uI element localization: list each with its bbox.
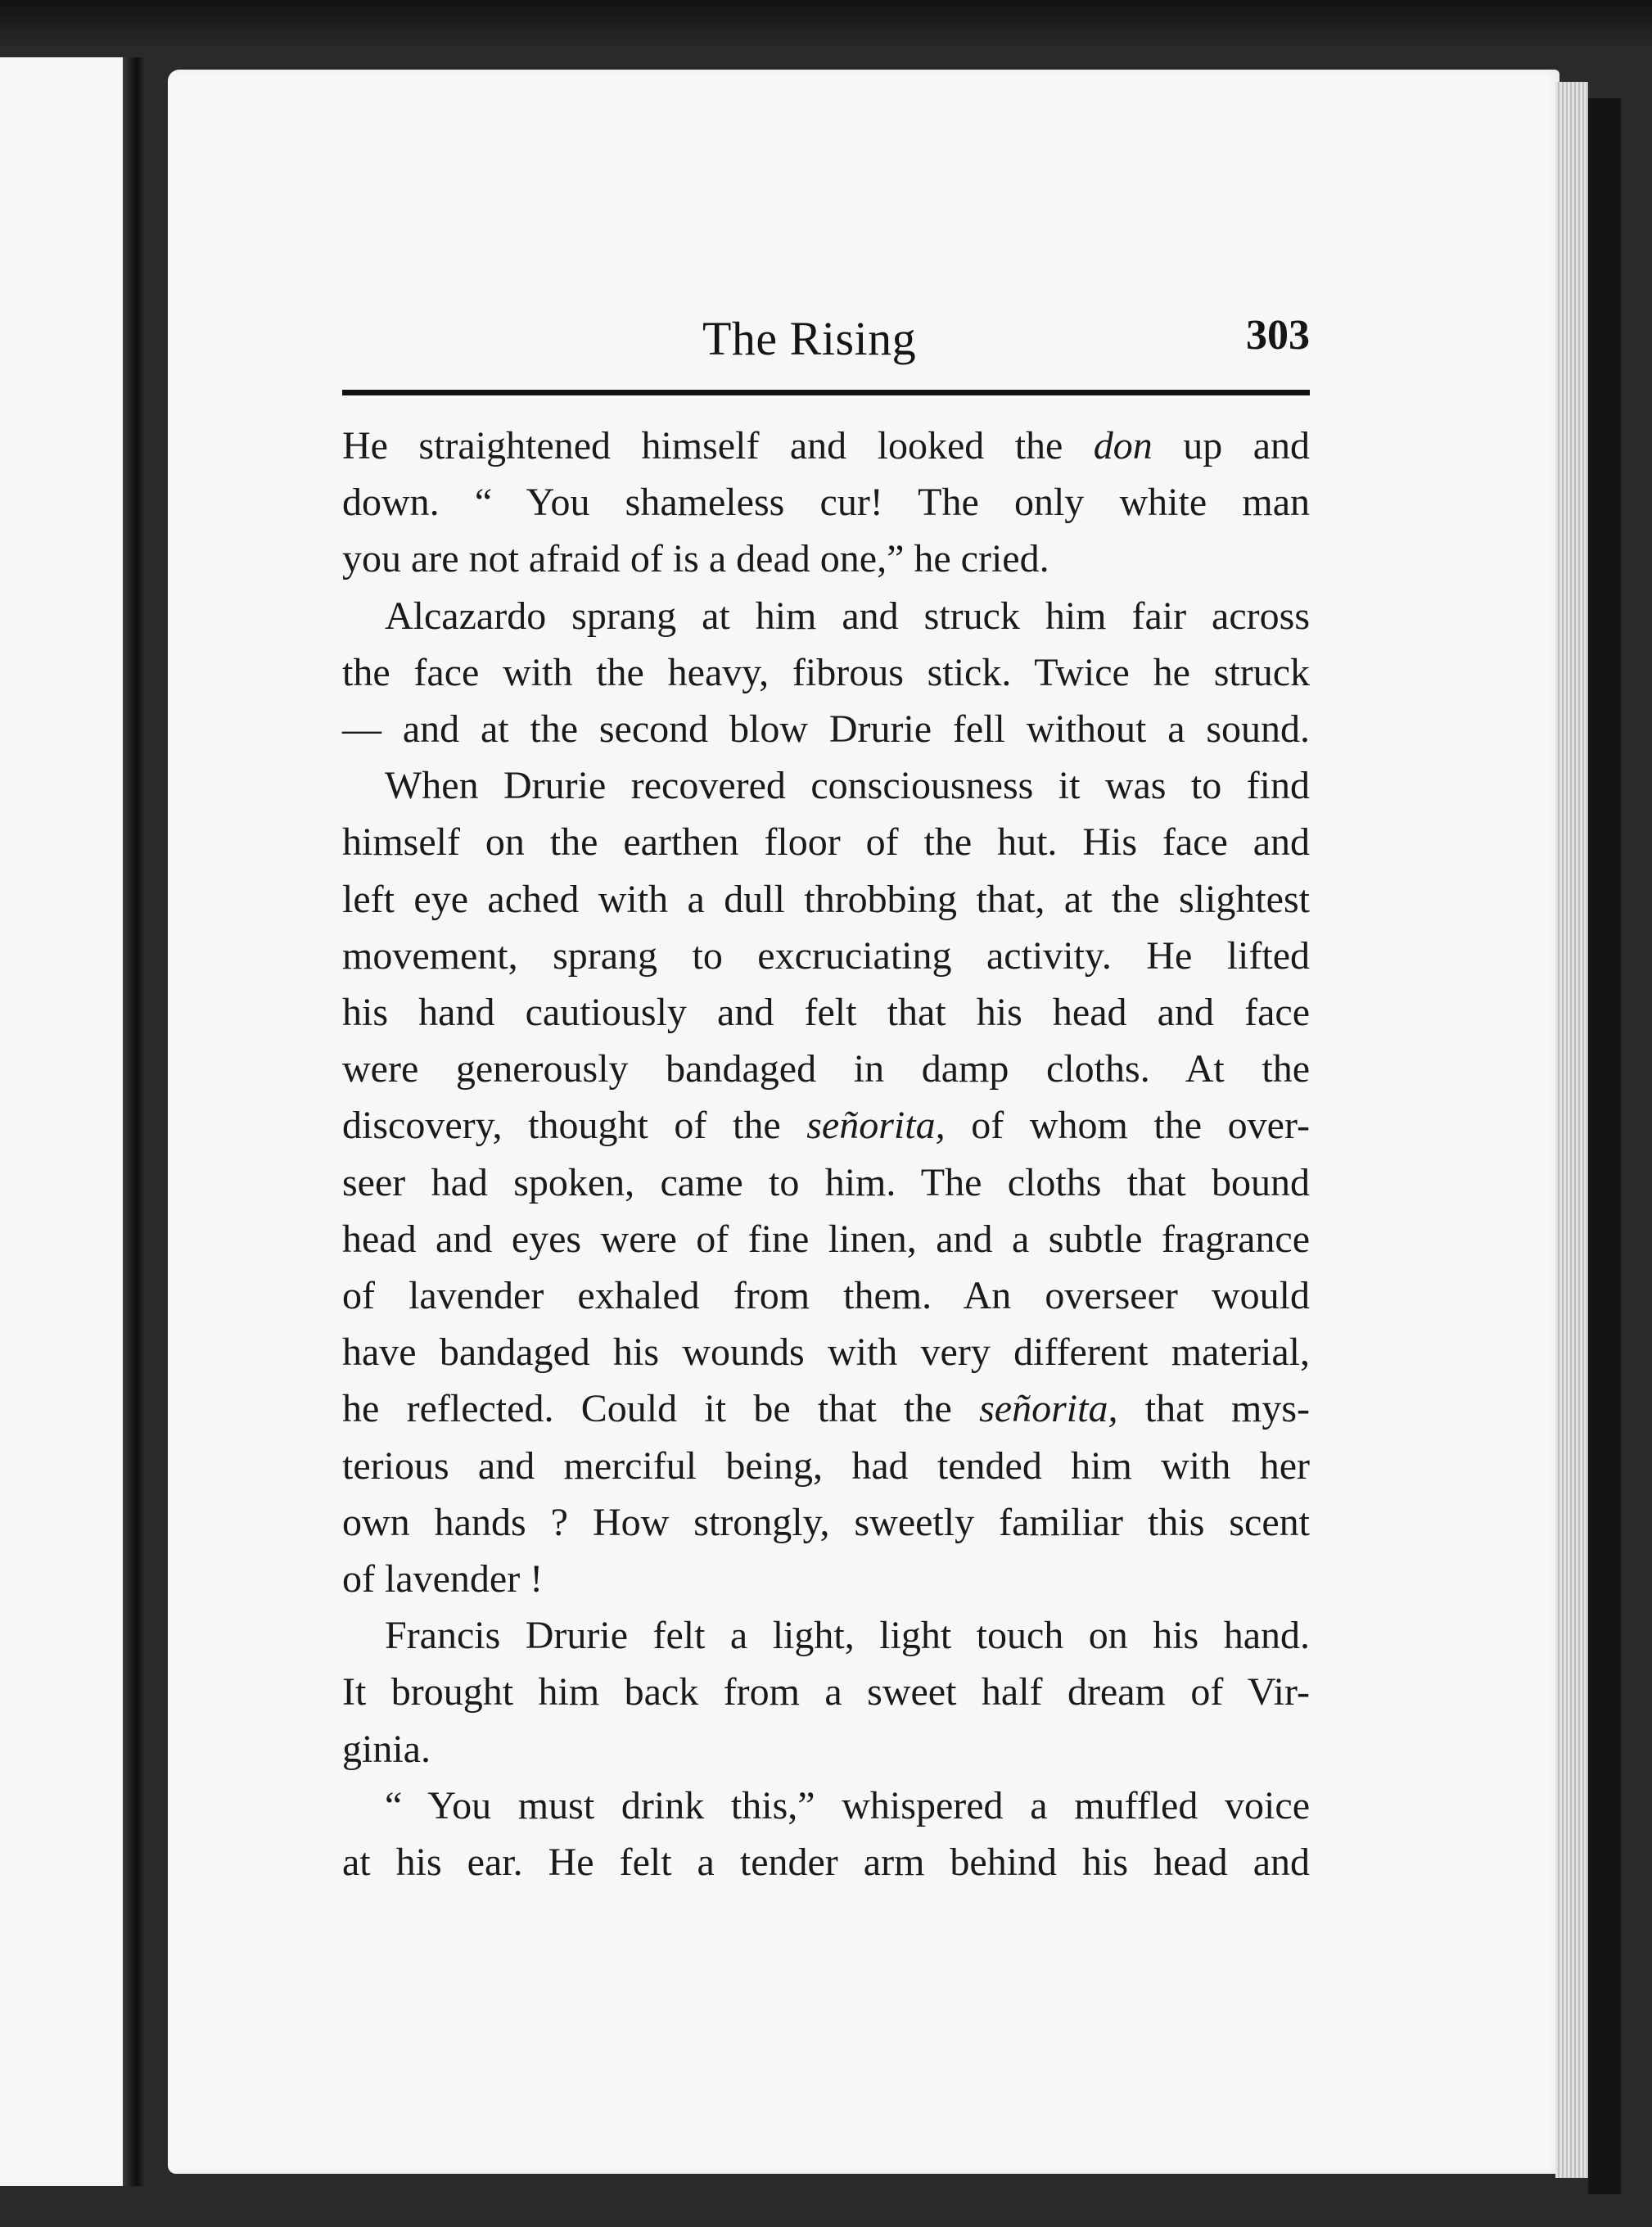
paragraph-3 — [342, 757, 1310, 1607]
paragraph-5 — [342, 1778, 1310, 1890]
text-line: were generously bandaged in damp cloths. At the — [342, 1047, 1310, 1091]
text-line: left eye ached with a dull throbbing that, at the slightest — [342, 877, 1310, 921]
text-line: Francis Drurie felt a light, light touch on his hand. — [385, 1614, 1310, 1658]
paragraph-1 — [342, 418, 1310, 588]
italic-word: don — [1093, 424, 1153, 468]
text-line: of lavender ! — [342, 1557, 544, 1601]
text-line: own hands ? How strongly, sweetly familiar this scent — [342, 1500, 1310, 1544]
book-cover-edge — [1588, 98, 1621, 2194]
body-text — [342, 418, 1310, 1890]
text-line — [342, 1380, 1310, 1437]
running-title: The Rising — [702, 312, 917, 365]
text-line: his hand cautiously and felt that his head and face — [342, 991, 1310, 1035]
text-span: up and — [1152, 424, 1310, 468]
text-line — [342, 418, 1310, 474]
text-line: of lavender exhaled from them. An overseer would — [342, 1274, 1310, 1318]
text-line: himself on the earthen floor of the hut. His face and — [342, 820, 1310, 865]
facing-page-edge — [0, 57, 123, 2186]
text-span: discovery, thought of the — [342, 1104, 807, 1148]
text-line: Alcazardo sprang at him and struck him fair across — [385, 594, 1310, 638]
book-gutter — [123, 57, 146, 2186]
text-line: When Drurie recovered consciousness it was to find — [385, 764, 1310, 808]
text-line: terious and merciful being, had tended him with her — [342, 1443, 1310, 1488]
italic-word: señorita, — [979, 1387, 1118, 1431]
running-header — [342, 311, 1310, 368]
text-line: It brought him back from a sweet half dream of Vir- — [342, 1670, 1310, 1714]
text-line: down. “ You shameless cur! The only white man — [342, 481, 1310, 525]
text-line — [342, 1097, 1310, 1154]
text-line: have bandaged his wounds with very different material, — [342, 1330, 1310, 1375]
text-line: “ You must drink this,” whispered a muffled voice — [385, 1783, 1310, 1827]
text-span: he reflected. Could it be that the — [342, 1387, 980, 1431]
text-line: ginia. — [342, 1727, 431, 1771]
header-rule — [342, 390, 1310, 395]
paragraph-2 — [342, 588, 1310, 758]
text-span: that mys- — [1117, 1387, 1310, 1431]
text-span: of whom the over- — [945, 1104, 1310, 1148]
page-stack-edge — [1555, 82, 1588, 2178]
text-line: you are not afraid of is a dead one,” he cried. — [342, 537, 1049, 581]
paragraph-4 — [342, 1607, 1310, 1778]
text-span: He straightened himself and looked the — [342, 424, 1094, 468]
italic-word: señorita, — [806, 1104, 946, 1148]
text-line: the face with the heavy, fibrous stick. Twice he struck — [342, 650, 1310, 694]
text-line: seer had spoken, came to him. The cloths that bound — [342, 1160, 1310, 1204]
page-number: 303 — [1246, 312, 1310, 359]
text-line: head and eyes were of fine linen, and a subtle fragrance — [342, 1217, 1310, 1261]
text-line: — and at the second blow Drurie fell without a sound. — [342, 707, 1310, 752]
text-line: at his ear. He felt a tender arm behind his head and — [342, 1841, 1310, 1885]
text-line: movement, sprang to excruciating activity. He lifted — [342, 933, 1310, 978]
